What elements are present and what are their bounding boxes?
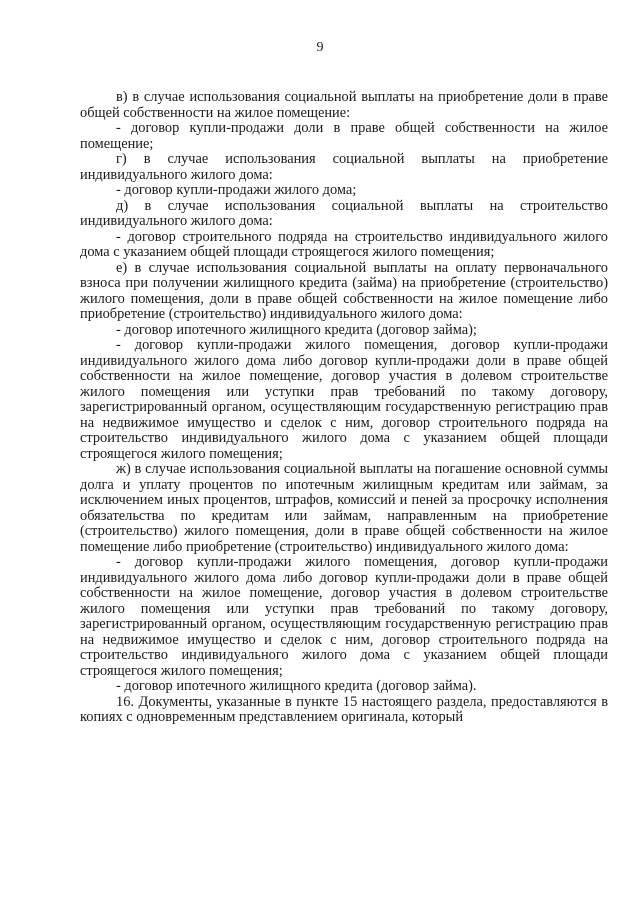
document-body (80, 90, 608, 726)
page-number: 9 (316, 40, 324, 55)
paragraph-e-item-1: - договор ипотечного жилищного кредита (договор займа); (116, 321, 477, 338)
paragraph-g: г) в случае использования социальной выплаты на приобретение индивидуального жилого дома: (80, 151, 608, 183)
paragraph-d-item-1: - договор строительного подряда на строительство индивидуального жилого дома с указанием общей площади строящегося жилого помещения; (80, 228, 608, 260)
paragraph-d: д) в случае использования социальной выплаты на строительство индивидуального жилого дома: (80, 197, 608, 229)
paragraph-e-item-2: - договор купли-продажи жилого помещения, договор купли-продажи индивидуального жилого дома либо договор купли-продажи доли в праве общей собственности на жилое помещение, договор участия в долевом строительстве жилого помещения или уступки прав требований по такому договору, зарегистрированный органом, осуществляющим государственную регистрацию прав на недвижимое имущество и сделок с ним, договор строительного подряда на строительство индивидуального жилого дома с указанием общей площади строящегося жилого помещения; (80, 337, 608, 462)
paragraph-v-item-1: - договор купли-продажи доли в праве общей собственности на жилое помещение; (80, 120, 608, 152)
paragraph-16: 16. Документы, указанные в пункте 15 настоящего раздела, предоставляются в копиях с одновременным представлением оригинала, который (80, 693, 608, 725)
paragraph-zh: ж) в случае использования социальной выплаты на погашение основной суммы долга и уплату процентов по ипотечным жилищным кредитам или займам, за исключением иных процентов, штрафов, комиссий и пеней за просрочку исполнения обязательства по кредитам или займам, направленным на приобретение (строительство) жилого помещения, доли в праве общей собственности на жилое помещение либо приобретение (строительство) индивидуального жилого дома: (80, 461, 608, 555)
paragraph-g-item-1: - договор купли-продажи жилого дома; (116, 182, 357, 198)
paragraph-e: е) в случае использования социальной выплаты на оплату первоначального взноса при получении жилищного кредита (займа) на приобретение (строительство) жилого помещения, доли в праве общей собственности на жилое помещение либо приобретение (строительство) индивидуального жилого дома: (80, 259, 608, 322)
paragraph-zh-item-1: - договор купли-продажи жилого помещения, договор купли-продажи индивидуального жилого дома либо договор купли-продажи доли в праве общей собственности на жилое помещение, договор участия в долевом строительстве жилого помещения или уступки прав требований по такому договору, зарегистрированный органом, осуществляющим государственную регистрацию прав на недвижимое имущество и сделок с ним, договор строительного подряда на строительство индивидуального жилого дома с указанием общей площади строящегося жилого помещения; (80, 554, 608, 679)
paragraph-v: в) в случае использования социальной выплаты на приобретение доли в праве общей собственности на жилое помещение: (80, 89, 608, 121)
paragraph-zh-item-2: - договор ипотечного жилищного кредита (договор займа). (116, 678, 477, 694)
